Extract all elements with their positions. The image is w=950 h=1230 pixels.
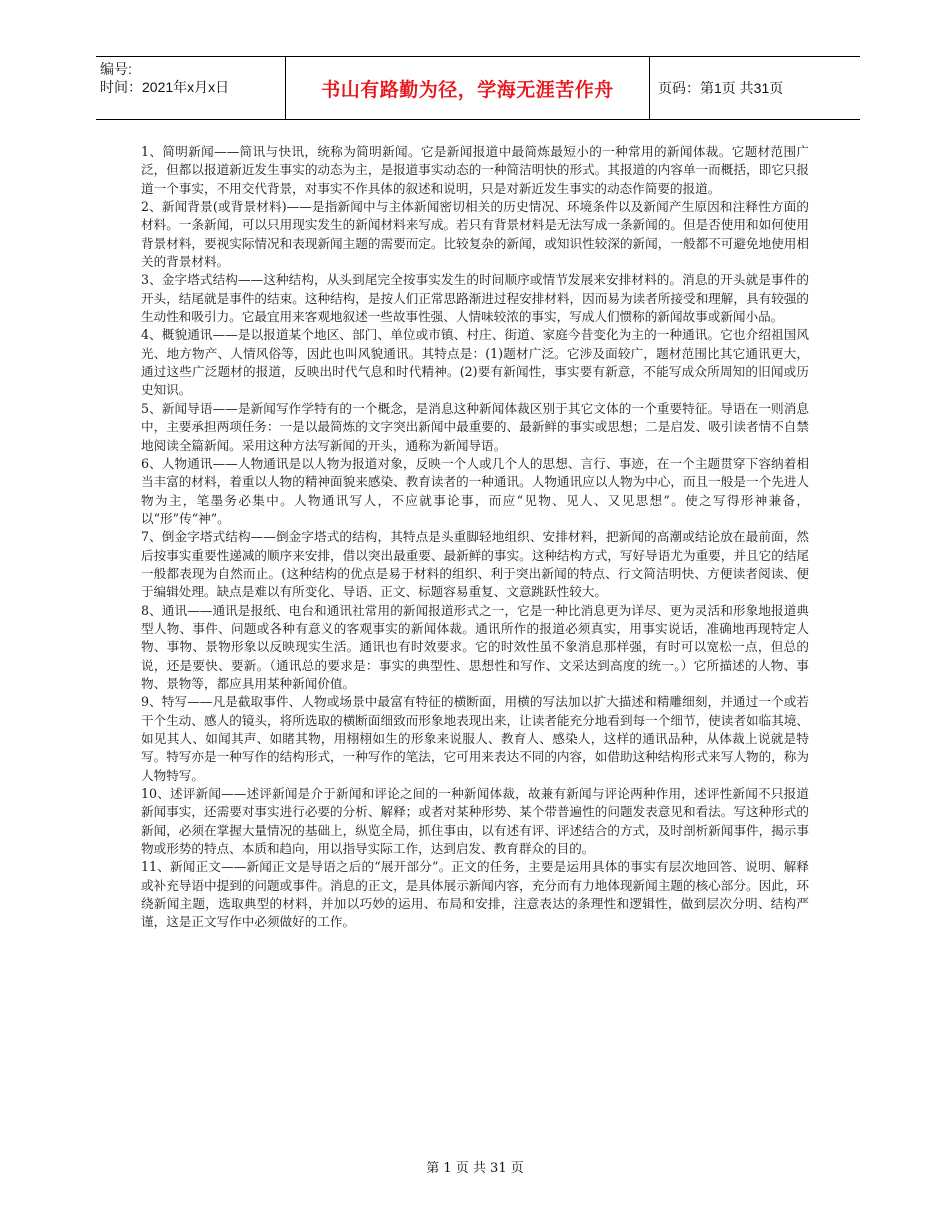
- paragraph-11: 11、新闻正文——新闻正文是导语之后的“展开部分”。正文的任务，主要是运用具体的事实有层次地回答、说明、解释或补充导语中提到的问题或事件。消息的正文，是具体展示新闻内容，充分而有力地体现新闻主题的核心部分。因此，环绕新闻主题，选取典型的材料，并加以巧妙的运用、布局和安排，注意表达的条理性和逻辑性，做到层次分明、结构严谨，这是正文写作中必须做好的工作。: [141, 859, 809, 930]
- document-time: 时间：2021年x月x日: [100, 79, 230, 95]
- document-body: [141, 143, 809, 932]
- paragraph-5: 5、新闻导语——是新闻写作学特有的一个概念，是消息这种新闻体裁区别于其它文体的一个重要特征。导语在一则消息中，主要承担两项任务：一是以最简炼的文字突出新闻中最重要的、最新鲜的事实或思想；二是启发、吸引读者情不自禁地阅读全篇新闻。采用这种方法写新闻的开头，通称为新闻导语。: [141, 400, 809, 453]
- paragraph-1: 1、简明新闻——简讯与快讯，统称为简明新闻。它是新闻报道中最简炼最短小的一种常用的新闻体裁。它题材范围广泛，但都以报道新近发生事实的动态为主，是报道事实动态的一种简洁明快的形式。其报道的内容单一而概括，即它只报道一个事实，不用交代背景，对事实不作具体的叙述和说明，只是对新近发生事实的动态作简要的报道。: [141, 144, 809, 196]
- document-number-label: 编号:: [100, 61, 132, 77]
- paragraph-3: 3、金字塔式结构——这种结构，从头到尾完全按事实发生的时间顺序或情节发展来安排材料的。消息的开头就是事件的开头，结尾就是事件的结束。这种结构，是按人们正常思路渐进过程安排材料，因而易为读者所接受和理解，具有较强的生动性和吸引力。它最宜用来客观地叙述一些故事性强、人情味较浓的事实，写成人们惯称的新闻故事或新闻小品。: [141, 272, 809, 325]
- header-page-info: 页码：第1页 共31页: [658, 80, 784, 96]
- header-motto: 书山有路勤为径，学海无涯苦作舟: [286, 57, 650, 119]
- header-meta: [96, 57, 286, 119]
- paragraph-4: 4、概貌通讯——是以报道某个地区、部门、单位或市镇、村庄、街道、家庭今昔变化为主的一种通讯。它也介绍祖国风光、地方物产、人情风俗等，因此也叫风貌通讯。其特点是：(1)题材广泛。它涉及面较广，题材范围比其它通讯更大，通过这些广泛题材的报道，反映出时代气息和时代精神。(2)要有新闻性，事实要有新意，不能写成众所周知的旧闻或历史知识。: [141, 327, 809, 398]
- paragraph-9: 9、特写——凡是截取事件、人物或场景中最富有特征的横断面，用横的写法加以扩大描述和精雕细刻，并通过一个或若干个生动、感人的镜头，将所选取的横断面细致而形象地表现出来，让读者能充分地看到每一个细节，使读者如临其境、如见其人、如闻其声、如睹其物，用栩栩如生的形象来说服人、教育人、感染人，这样的通讯品种，从体裁上说就是特写。特写亦是一种写作的结构形式，一种写作的笔法，它可用来表达不同的内容，如借助这种结构形式来写人物的，称为人物特写。: [141, 694, 809, 783]
- paragraph-7: 7、倒金字塔式结构——倒金字塔式的结构，其特点是头重脚轻地组织、安排材料，把新闻的高潮或结论放在最前面，然后按事实重要性递减的顺序来安排，借以突出最重要、最新鲜的事实。这种结构方式，写好导语尤为重要，并且它的结尾一般都表现为自然而止。(这种结构的优点是易于材料的组织、利于突出新闻的特点、行文简洁明快、方便读者阅读、便于编辑处理。缺点是难以有所变化、导语、正文、标题容易重复、文意跳跃性较大。: [141, 529, 809, 600]
- paragraph-8: 8、通讯——通讯是报纸、电台和通讯社常用的新闻报道形式之一，它是一种比消息更为详尽、更为灵活和形象地报道典型人物、事件、问题或各种有意义的客观事实的新闻体裁。通讯所作的报道必须真实，用事实说话，准确地再现特定人物、事物、景物形象以反映现实生活。通讯也有时效要求。它的时效性虽不象消息那样强，有时可以宽松一点，但总的说，还是要快、要新。（通讯总的要求是：事实的典型性、思想性和写作、文采达到高度的统一。）它所描述的人物、事物、景物等，都应具用某种新闻价值。: [141, 602, 809, 691]
- paragraph-6: 6、人物通讯——人物通讯是以人物为报道对象，反映一个人或几个人的思想、言行、事迹，在一个主题贯穿下容纳着相当丰富的材料，着重以人物的精神面貌来感染、教育读者的一种通讯。人物通讯应以人物为中心，而且一般是一个先进人物为主，笔墨务必集中。人物通讯写人，不应就事论事，而应“见物、见人、又见思想”。使之写得形神兼备，以“形”传“神”。: [141, 455, 809, 526]
- page-footer: 第 1 页 共 31 页: [426, 1161, 524, 1176]
- paragraph-10: 10、述评新闻——述评新闻是介于新闻和评论之间的一种新闻体裁，故兼有新闻与评论两种作用，述评性新闻不只报道新闻事实，还需要对事实进行必要的分析、解释；或者对某种形势、某个带普遍性的问题发表意见和看法。写这种形式的新闻，必须在掌握大量情况的基础上，纵览全局，抓住事由，以有述有评、评述结合的方式，及时剖析新闻事件，揭示事物或形势的特点、本质和趋向，用以指导实际工作，达到启发、教育群众的目的。: [141, 786, 809, 857]
- paragraph-2: 2、新闻背景(或背景材料)——是指新闻中与主体新闻密切相关的历史情况、环境条件以及新闻产生原因和注释性方面的材料。一条新闻，可以只用现实发生的新闻材料来写成。若只有背景材料是无法写成一条新闻的。但是否使用和如何使用背景材料，要视实际情况和表现新闻主题的需要而定。比较复杂的新闻，或知识性较深的新闻，一般都不可避免地使用相关的背景材料。: [141, 199, 809, 270]
- page-header: [96, 56, 860, 120]
